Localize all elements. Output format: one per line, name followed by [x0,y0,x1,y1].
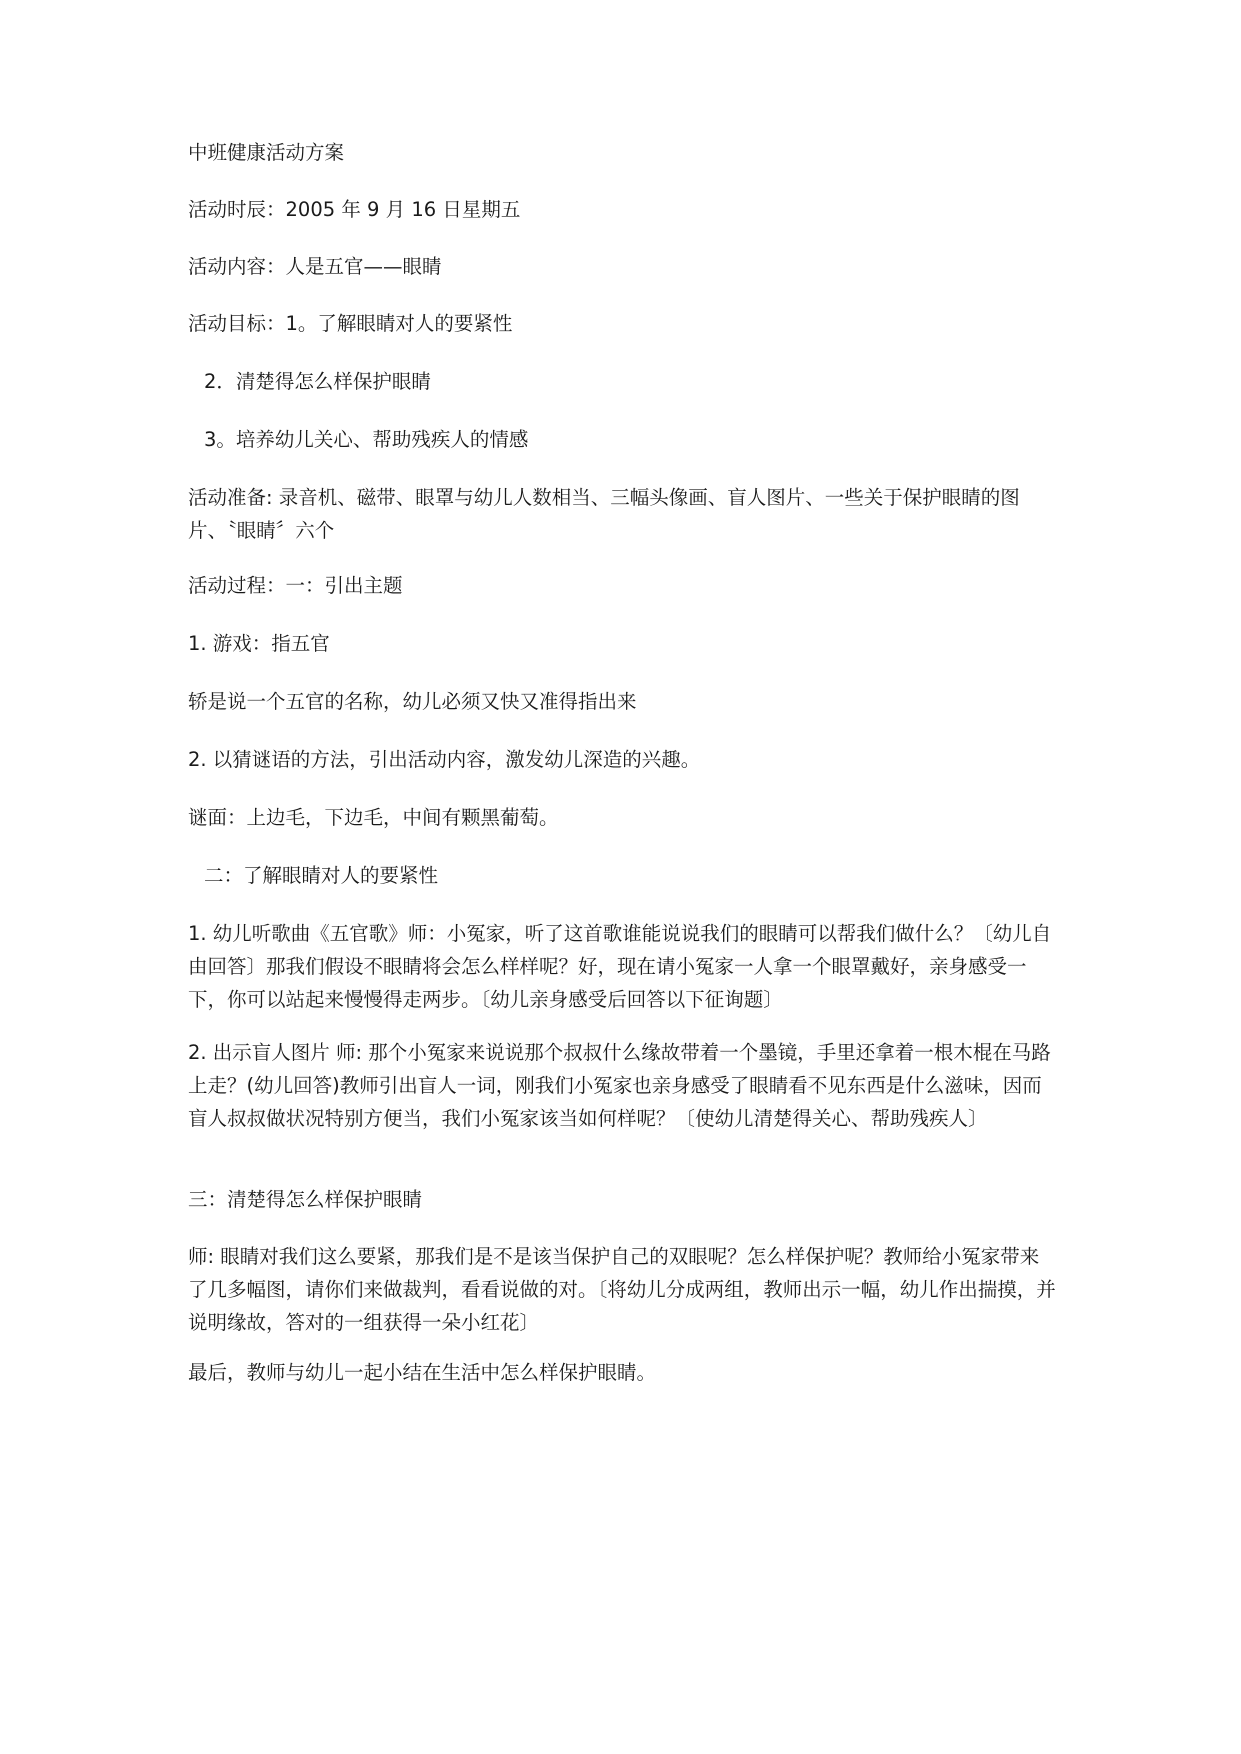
part-2-item-1: 1. 幼儿听歌曲《五官歌》师：小冤家，听了这首歌谁能说说我们的眼睛可以帮我们做什么？〔幼儿自由回答〕那我们假设不眼睛将会怎么样样呢？好，现在请小冤家一人拿一个眼罩戴好，亲身感受一下，你可以站起来慢慢得走两步。〔幼儿亲身感受后回答以下征询题〕 [188,922,1052,1011]
activity-content: 活动内容：人是五官——眼睛 [188,255,442,278]
riddle-text: 谜面：上边毛，下边毛，中间有颗黑葡萄。 [188,806,559,829]
activity-goal-1: 活动目标：1。了解眼睛对人的要紧性 [188,312,513,335]
part-3-body: 师: 眼睛对我们这么要紧，那我们是不是该当保护自己的双眼呢？怎么样保护呢？教师给小冤家带来了几多幅图，请你们来做裁判，看看说做的对。〔将幼儿分成两组，教师出示一幅，幼儿作出揣摸，并说明缘故，答对的一组获得一朵小红花〕 [188,1245,1056,1334]
step-1-game: 1. 游戏：指五官 [188,632,330,655]
part-3-heading: 三：清楚得怎么样保护眼睛 [188,1188,423,1211]
summary: 最后，教师与幼儿一起小结在生活中怎么样保护眼睛。 [188,1361,657,1384]
document-title: 中班健康活动方案 [188,141,345,164]
activity-goal-3: 3。培养幼儿关心、帮助残疾人的情感 [204,428,529,451]
part-2-item-2: 2. 出示盲人图片 师: 那个小冤家来说说那个叔叔什么缘故带着一个墨镜，手里还拿着一根木棍在马路上走？(幼儿回答)教师引出盲人一词，刚我们小冤家也亲身感受了眼睛看不见东西是什么滋味，因而盲人叔叔做状况特别方便当，我们小冤家该当如何样呢？〔使幼儿清楚得关心、帮助残疾人〕 [188,1041,1051,1130]
activity-goal-2: 2．清楚得怎么样保护眼睛 [204,370,431,393]
process-heading: 活动过程：一：引出主题 [188,574,403,597]
step-2-riddle-intro: 2. 以猜谜语的方法，引出活动内容，激发幼儿深造的兴趣。 [188,748,701,771]
activity-preparation: 活动准备: 录音机、磁带、眼罩与幼儿人数相当、三幅头像画、盲人图片、一些关于保护眼睛的图片、〝眼睛〞六个 [188,486,1020,542]
activity-time: 活动时辰：2005 年 9 月 16 日星期五 [188,198,521,221]
part-2-heading: 二：了解眼睛对人的要紧性 [204,864,439,887]
step-1-description: 轿是说一个五官的名称，幼儿必须又快又准得指出来 [188,690,637,713]
